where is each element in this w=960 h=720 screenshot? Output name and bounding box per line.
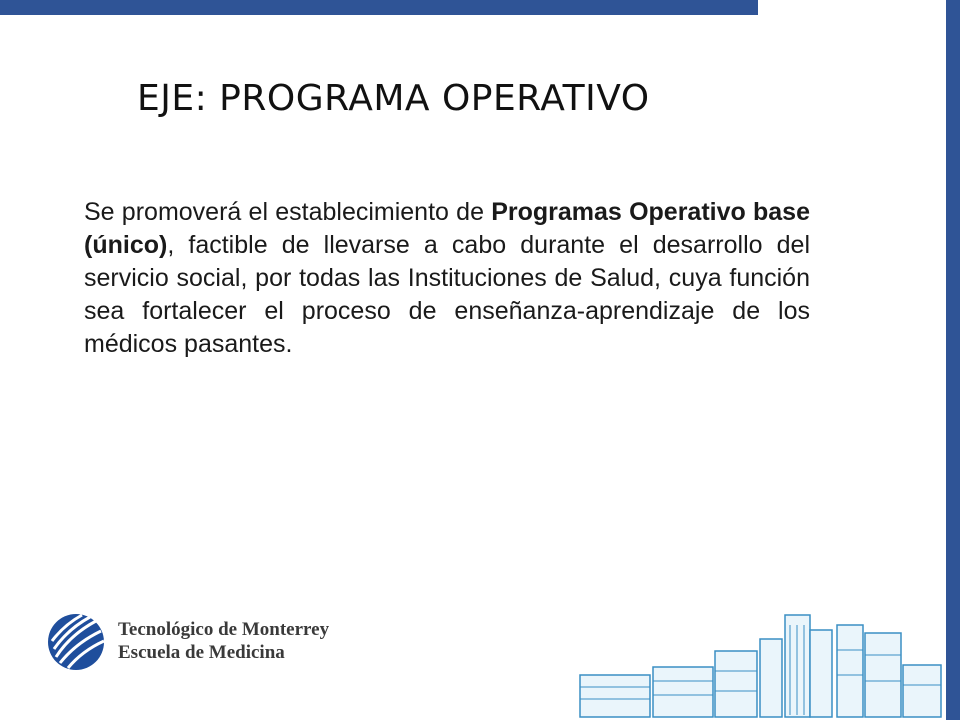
brand-school: Escuela de Medicina [118,642,285,663]
top-accent-bar [0,0,758,15]
slide-title: EJE: PROGRAMA OPERATIVO [137,78,650,119]
body-bold: Programas Operativo base (único) [84,198,810,259]
tec-logo-icon [46,605,106,679]
slide-body [84,196,810,361]
brand-name: Tecnológico de Monterrey [118,619,330,640]
body-intro: Se promoverá el establecimiento de [84,198,492,226]
body-rest: , factible de llevarse a cabo durante el desarrollo del servicio social, por todas las Instituciones de Salud, cuya función sea fortalecer el proceso de enseñanza-aprendizaje de los médicos pasantes. [84,231,810,358]
right-accent-bar [946,0,960,720]
campus-buildings-illustration [575,595,945,720]
